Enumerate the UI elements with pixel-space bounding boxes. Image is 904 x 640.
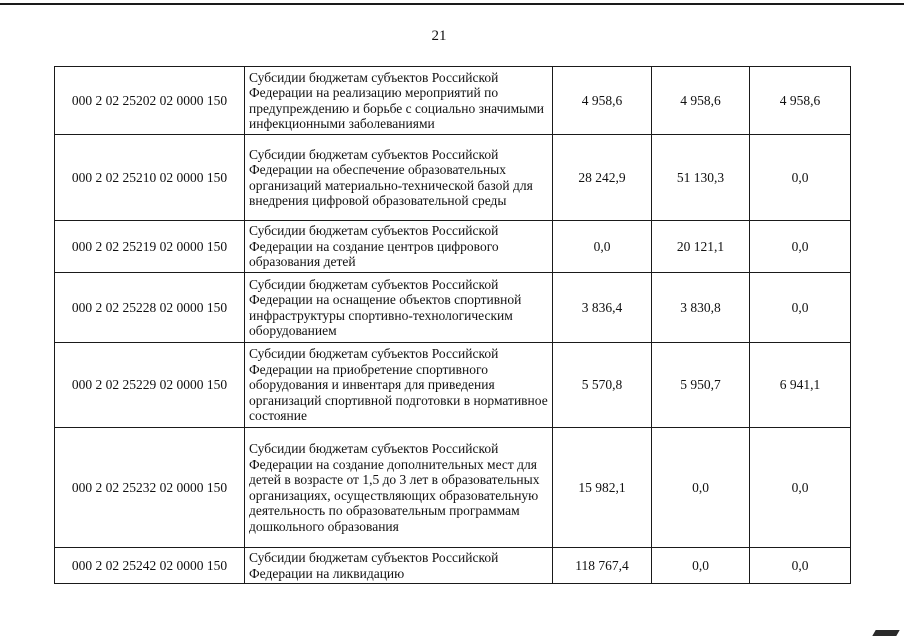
scan-corner-mark bbox=[872, 630, 899, 636]
year1-amount-cell: 28 242,9 bbox=[553, 135, 652, 221]
description-cell: Субсидии бюджетам субъектов Российской Федерации на ликвидацию bbox=[245, 548, 553, 584]
budget-code-cell: 000 2 02 25219 02 0000 150 bbox=[55, 221, 245, 273]
year1-amount-cell: 118 767,4 bbox=[553, 548, 652, 584]
budget-code-cell: 000 2 02 25202 02 0000 150 bbox=[55, 67, 245, 135]
table-row bbox=[55, 548, 851, 584]
year3-amount-cell: 0,0 bbox=[750, 428, 851, 548]
table-row bbox=[55, 135, 851, 221]
description-cell: Субсидии бюджетам субъектов Российской Федерации на обеспечение образовательных организаций материально-технической базой для внедрения цифровой образовательной среды bbox=[245, 135, 553, 221]
page-number: 21 bbox=[431, 28, 447, 44]
top-scan-border bbox=[0, 3, 904, 5]
description-cell: Субсидии бюджетам субъектов Российской Федерации на оснащение объектов спортивной инфраструктуры спортивно-технологическим оборудованием bbox=[245, 273, 553, 343]
year3-amount-cell: 6 941,1 bbox=[750, 343, 851, 428]
year2-amount-cell: 20 121,1 bbox=[652, 221, 750, 273]
table-row bbox=[55, 343, 851, 428]
year2-amount-cell: 3 830,8 bbox=[652, 273, 750, 343]
year2-amount-cell: 5 950,7 bbox=[652, 343, 750, 428]
year3-amount-cell: 4 958,6 bbox=[750, 67, 851, 135]
budget-table bbox=[54, 66, 851, 584]
year1-amount-cell: 15 982,1 bbox=[553, 428, 652, 548]
description-cell: Субсидии бюджетам субъектов Российской Федерации на реализацию мероприятий по предупреждению и борьбе с социально значимыми инфекционными заболеваниями bbox=[245, 67, 553, 135]
budget-code-cell: 000 2 02 25210 02 0000 150 bbox=[55, 135, 245, 221]
year2-amount-cell: 4 958,6 bbox=[652, 67, 750, 135]
year3-amount-cell: 0,0 bbox=[750, 135, 851, 221]
year3-amount-cell: 0,0 bbox=[750, 548, 851, 584]
year3-amount-cell: 0,0 bbox=[750, 221, 851, 273]
table-row bbox=[55, 221, 851, 273]
table-row bbox=[55, 67, 851, 135]
table-row bbox=[55, 428, 851, 548]
year1-amount-cell: 0,0 bbox=[553, 221, 652, 273]
year1-amount-cell: 5 570,8 bbox=[553, 343, 652, 428]
budget-code-cell: 000 2 02 25228 02 0000 150 bbox=[55, 273, 245, 343]
year1-amount-cell: 4 958,6 bbox=[553, 67, 652, 135]
year3-amount-cell: 0,0 bbox=[750, 273, 851, 343]
year2-amount-cell: 0,0 bbox=[652, 428, 750, 548]
year2-amount-cell: 51 130,3 bbox=[652, 135, 750, 221]
budget-code-cell: 000 2 02 25242 02 0000 150 bbox=[55, 548, 245, 584]
description-cell: Субсидии бюджетам субъектов Российской Федерации на создание дополнительных мест для детей в возрасте от 1,5 до 3 лет в образовательных организациях, осуществляющих образовательную деятельность по образовательным программам дошкольного образования bbox=[245, 428, 553, 548]
description-cell: Субсидии бюджетам субъектов Российской Федерации на приобретение спортивного оборудования и инвентаря для приведения организаций спортивной подготовки в нормативное состояние bbox=[245, 343, 553, 428]
table-row bbox=[55, 273, 851, 343]
year2-amount-cell: 0,0 bbox=[652, 548, 750, 584]
budget-code-cell: 000 2 02 25229 02 0000 150 bbox=[55, 343, 245, 428]
description-cell: Субсидии бюджетам субъектов Российской Федерации на создание центров цифрового образования детей bbox=[245, 221, 553, 273]
year1-amount-cell: 3 836,4 bbox=[553, 273, 652, 343]
budget-code-cell: 000 2 02 25232 02 0000 150 bbox=[55, 428, 245, 548]
